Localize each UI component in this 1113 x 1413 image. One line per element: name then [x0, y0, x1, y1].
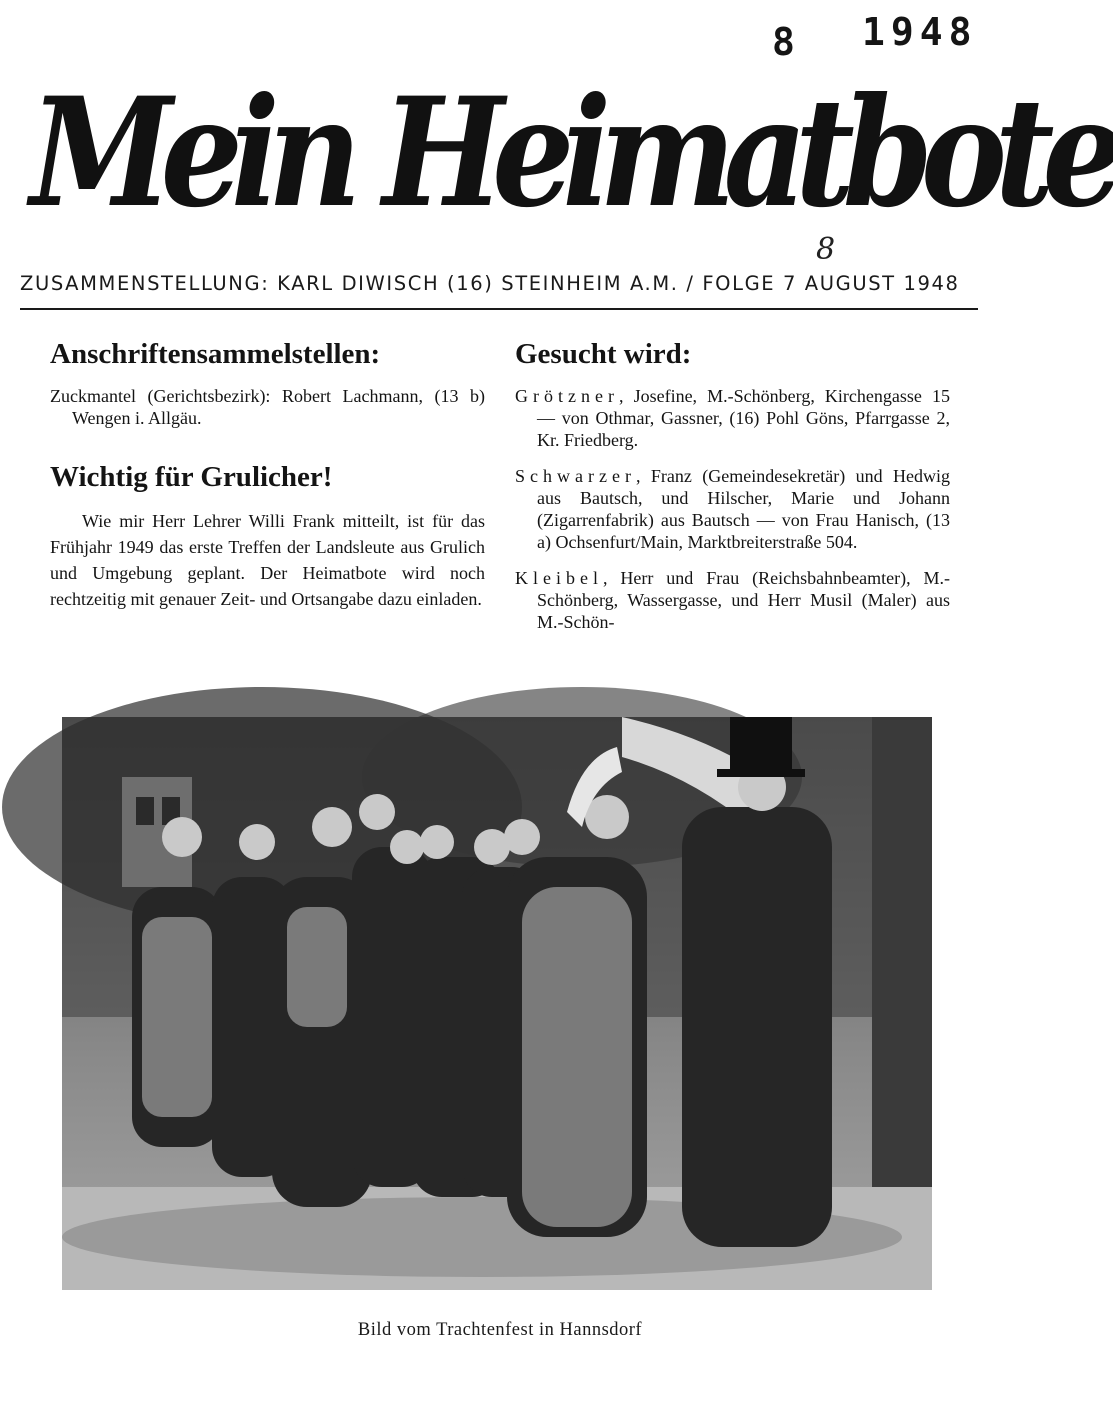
masthead-subline: ZUSAMMENSTELLUNG: KARL DIWISCH (16) STEINHEIM A.M. / FOLGE 7 AUGUST 1948 — [20, 272, 960, 295]
left-column — [50, 338, 485, 612]
wanted-entry-schwarzer — [515, 465, 950, 553]
photo-illustration — [62, 717, 932, 1290]
header-divider — [20, 308, 978, 310]
wanted-entry-text: , Franz (Gemeindesekretär) und Hedwig aus Bautsch, und Hilscher, Marie und Johann (Zigarrenfabrik) aus Bautsch — von Frau Hanisch, (13 a) Ochsenfurt/Main, Marktbreiterstraße 504. — [537, 466, 950, 552]
wanted-entry-name: Kleibel — [515, 568, 603, 588]
wanted-entry-kleibel — [515, 567, 950, 633]
masthead-title: Mein Heimatbote — [30, 65, 1113, 241]
handwritten-folge-correction: 8 — [816, 232, 836, 267]
handwritten-year: 1948 — [862, 10, 978, 54]
handwritten-issue-number: 8 — [772, 20, 795, 64]
wanted-entry-groetzner — [515, 385, 950, 451]
right-column — [515, 338, 950, 633]
wanted-entry-text: , Herr und Frau (Reichsbahnbeamter), M.-Schönberg, Wassergasse, und Herr Musil (Maler) aus M.-Schön- — [537, 568, 950, 632]
heading-address-collection: Anschriftensammelstellen: — [50, 338, 381, 370]
wanted-entry-name: Grötzner — [515, 386, 619, 406]
photo-caption: Bild vom Trachtenfest in Hannsdorf — [357, 1320, 643, 1340]
wanted-entry-name: Schwarzer — [515, 466, 636, 486]
heading-grulich-notice: Wichtig für Grulicher! — [50, 461, 333, 493]
heading-wanted: Gesucht wird: — [515, 338, 692, 370]
photo-trachtenfest — [62, 717, 932, 1290]
address-entry-zuckmantel: Zuckmantel (Gerichtsbezirk): Robert Lachmann, (13 b) Wengen i. Allgäu. — [50, 386, 485, 428]
wanted-entry-text: , Josefine, M.-Schönberg, Kirchengasse 15 — von Othmar, Gassner, (16) Pohl Göns, Pfarrgasse 2, Kr. Friedberg. — [537, 386, 950, 450]
grulich-notice-text: Wie mir Herr Lehrer Willi Frank mitteilt, ist für das Frühjahr 1949 das erste Treffen der Landsleute aus Grulich und Umgebung geplant. Der Heimatbote wird noch rechtzeitig mit genauer Zeit- und Ortsangabe dazu einladen. — [50, 511, 485, 609]
